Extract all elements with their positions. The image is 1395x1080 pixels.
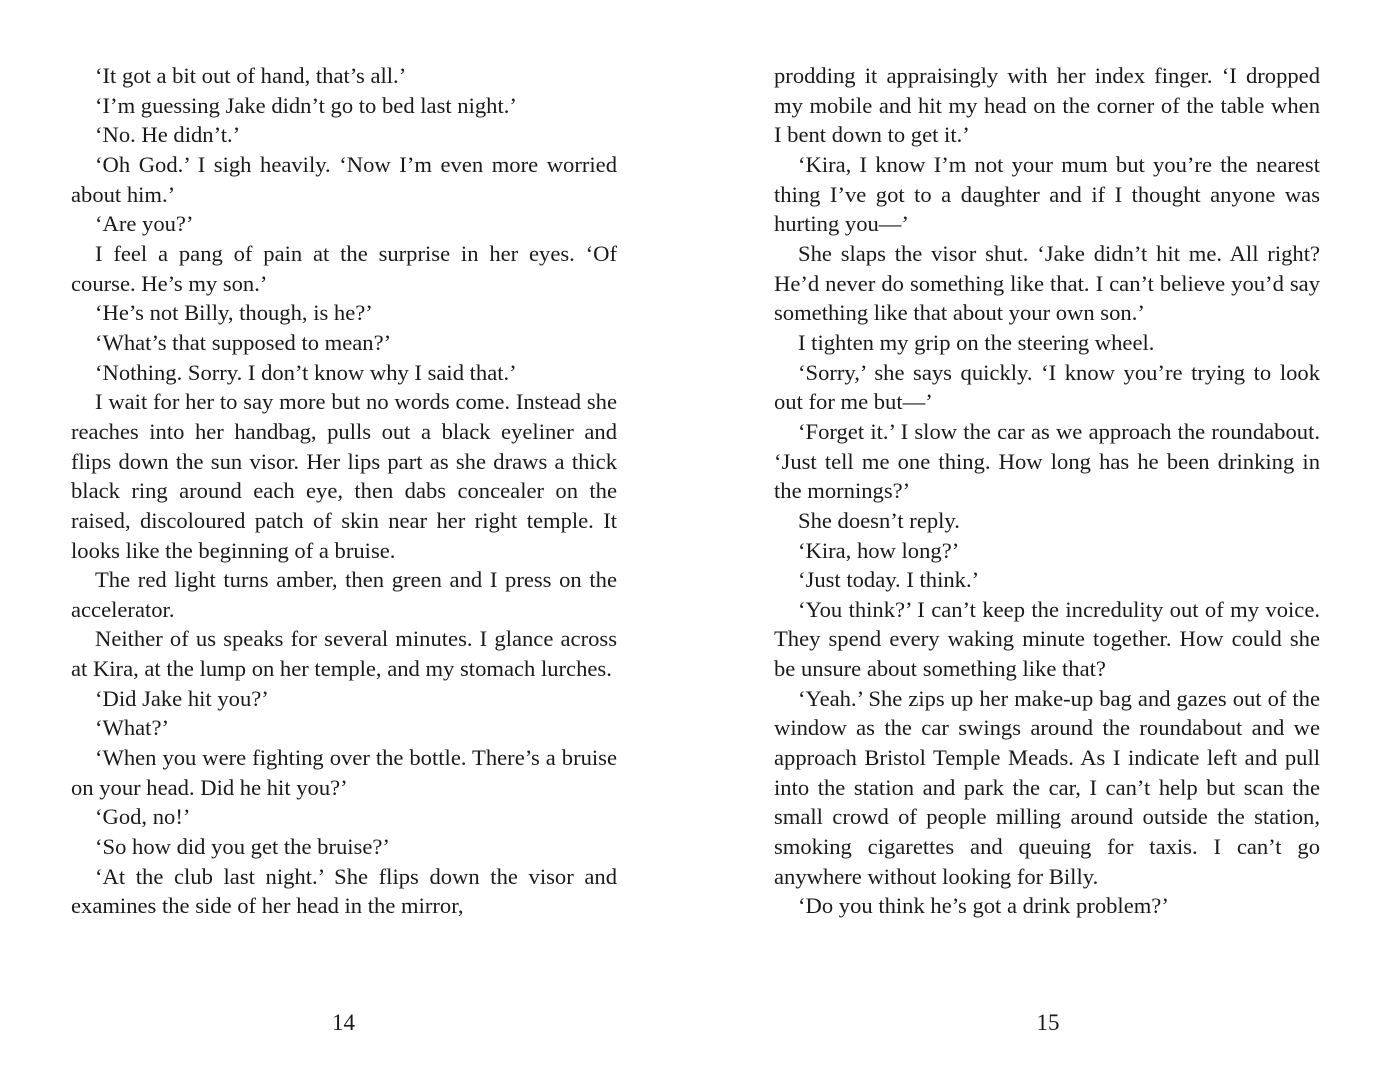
paragraph: ‘Forget it.’ I slow the car as we approach the roundabout. ‘Just tell me one thing. How long has he been drinking in the mornings?’ xyxy=(774,418,1320,504)
paragraph: Neither of us speaks for several minutes. I glance across at Kira, at the lump on her temple, and my stomach lurches. xyxy=(71,626,617,682)
paragraph: ‘Kira, how long?’ xyxy=(798,537,960,563)
paragraph: ‘Did Jake hit you?’ xyxy=(95,685,269,711)
paragraph: ‘At the club last night.’ She flips down the visor and examines the side of her head in the mirror, xyxy=(71,863,617,919)
paragraph: ‘Kira, I know I’m not your mum but you’re the nearest thing I’ve got to a daughter and if I thought anyone was hurting you—’ xyxy=(774,151,1320,237)
paragraph: ‘Yeah.’ She zips up her make-up bag and gazes out of the window as the car swings around the roundabout and we approach Bristol Temple Meads. As I indicate left and pull into the station and park the car, I can’t help but scan the small crowd of people milling around outside the station, smoking cigarettes and queuing for taxis. I can’t go anywhere without looking for Billy. xyxy=(774,685,1320,889)
page-number-right xyxy=(697,1008,1395,1038)
paragraph: The red light turns amber, then green and I press on the accelerator. xyxy=(71,567,617,622)
paragraph: I wait for her to say more but no words come. Instead she reaches into her handbag, pulls out a black eyeliner and flips down the sun visor. Her lips part as she draws a thick black ring around each eye, then dabs concealer on the raised, discoloured patch of skin near her right temple. It looks like the beginning of a bruise. xyxy=(71,389,617,563)
page-number-text: 15 xyxy=(1036,1010,1060,1035)
paragraph: ‘No. He didn’t.’ xyxy=(95,122,241,148)
paragraph: ‘Do you think he’s got a drink problem?’ xyxy=(798,893,1169,919)
continued-paragraph: prodding it appraisingly with her index finger. ‘I dropped my mobile and hit my head on the corner of the table when I bent down to get it.’ xyxy=(774,63,1320,148)
page-number-text: 14 xyxy=(332,1010,355,1035)
paragraph: I feel a pang of pain at the surprise in her eyes. ‘Of course. He’s my son.’ xyxy=(71,240,617,296)
paragraph: ‘What?’ xyxy=(95,715,170,741)
paragraph: ‘I’m guessing Jake didn’t go to bed last night.’ xyxy=(95,92,517,118)
paragraph: ‘He’s not Billy, though, is he?’ xyxy=(95,300,373,326)
paragraph: ‘Sorry,’ she says quickly. ‘I know you’re trying to look out for me but—’ xyxy=(774,359,1320,415)
left-page xyxy=(0,0,697,1080)
right-page-text xyxy=(774,61,1320,921)
paragraph: She slaps the visor shut. ‘Jake didn’t hit me. All right? He’d never do something like that. I can’t believe you’d say something like that about your own son.’ xyxy=(774,240,1320,326)
paragraph: ‘Nothing. Sorry. I don’t know why I said that.’ xyxy=(95,359,517,385)
page-number-left xyxy=(0,1008,697,1038)
paragraph: ‘So how did you get the bruise?’ xyxy=(95,834,390,860)
paragraph: ‘It got a bit out of hand, that’s all.’ xyxy=(95,63,407,88)
paragraph: ‘What’s that supposed to mean?’ xyxy=(95,329,392,355)
paragraph: ‘Are you?’ xyxy=(95,211,194,237)
left-page-text xyxy=(71,61,617,921)
paragraph: She doesn’t reply. xyxy=(798,507,960,533)
paragraph: ‘When you were fighting over the bottle. There’s a bruise on your head. Did he hit you?’ xyxy=(71,745,617,800)
paragraph: ‘You think?’ I can’t keep the incredulity out of my voice. They spend every waking minute together. How could she be unsure about something like that? xyxy=(774,596,1320,682)
paragraph: ‘God, no!’ xyxy=(95,804,191,830)
right-page xyxy=(697,0,1395,1080)
paragraph: I tighten my grip on the steering wheel. xyxy=(798,329,1155,355)
paragraph: ‘Just today. I think.’ xyxy=(798,567,980,593)
paragraph: ‘Oh God.’ I sigh heavily. ‘Now I’m even more worried about him.’ xyxy=(71,151,617,207)
